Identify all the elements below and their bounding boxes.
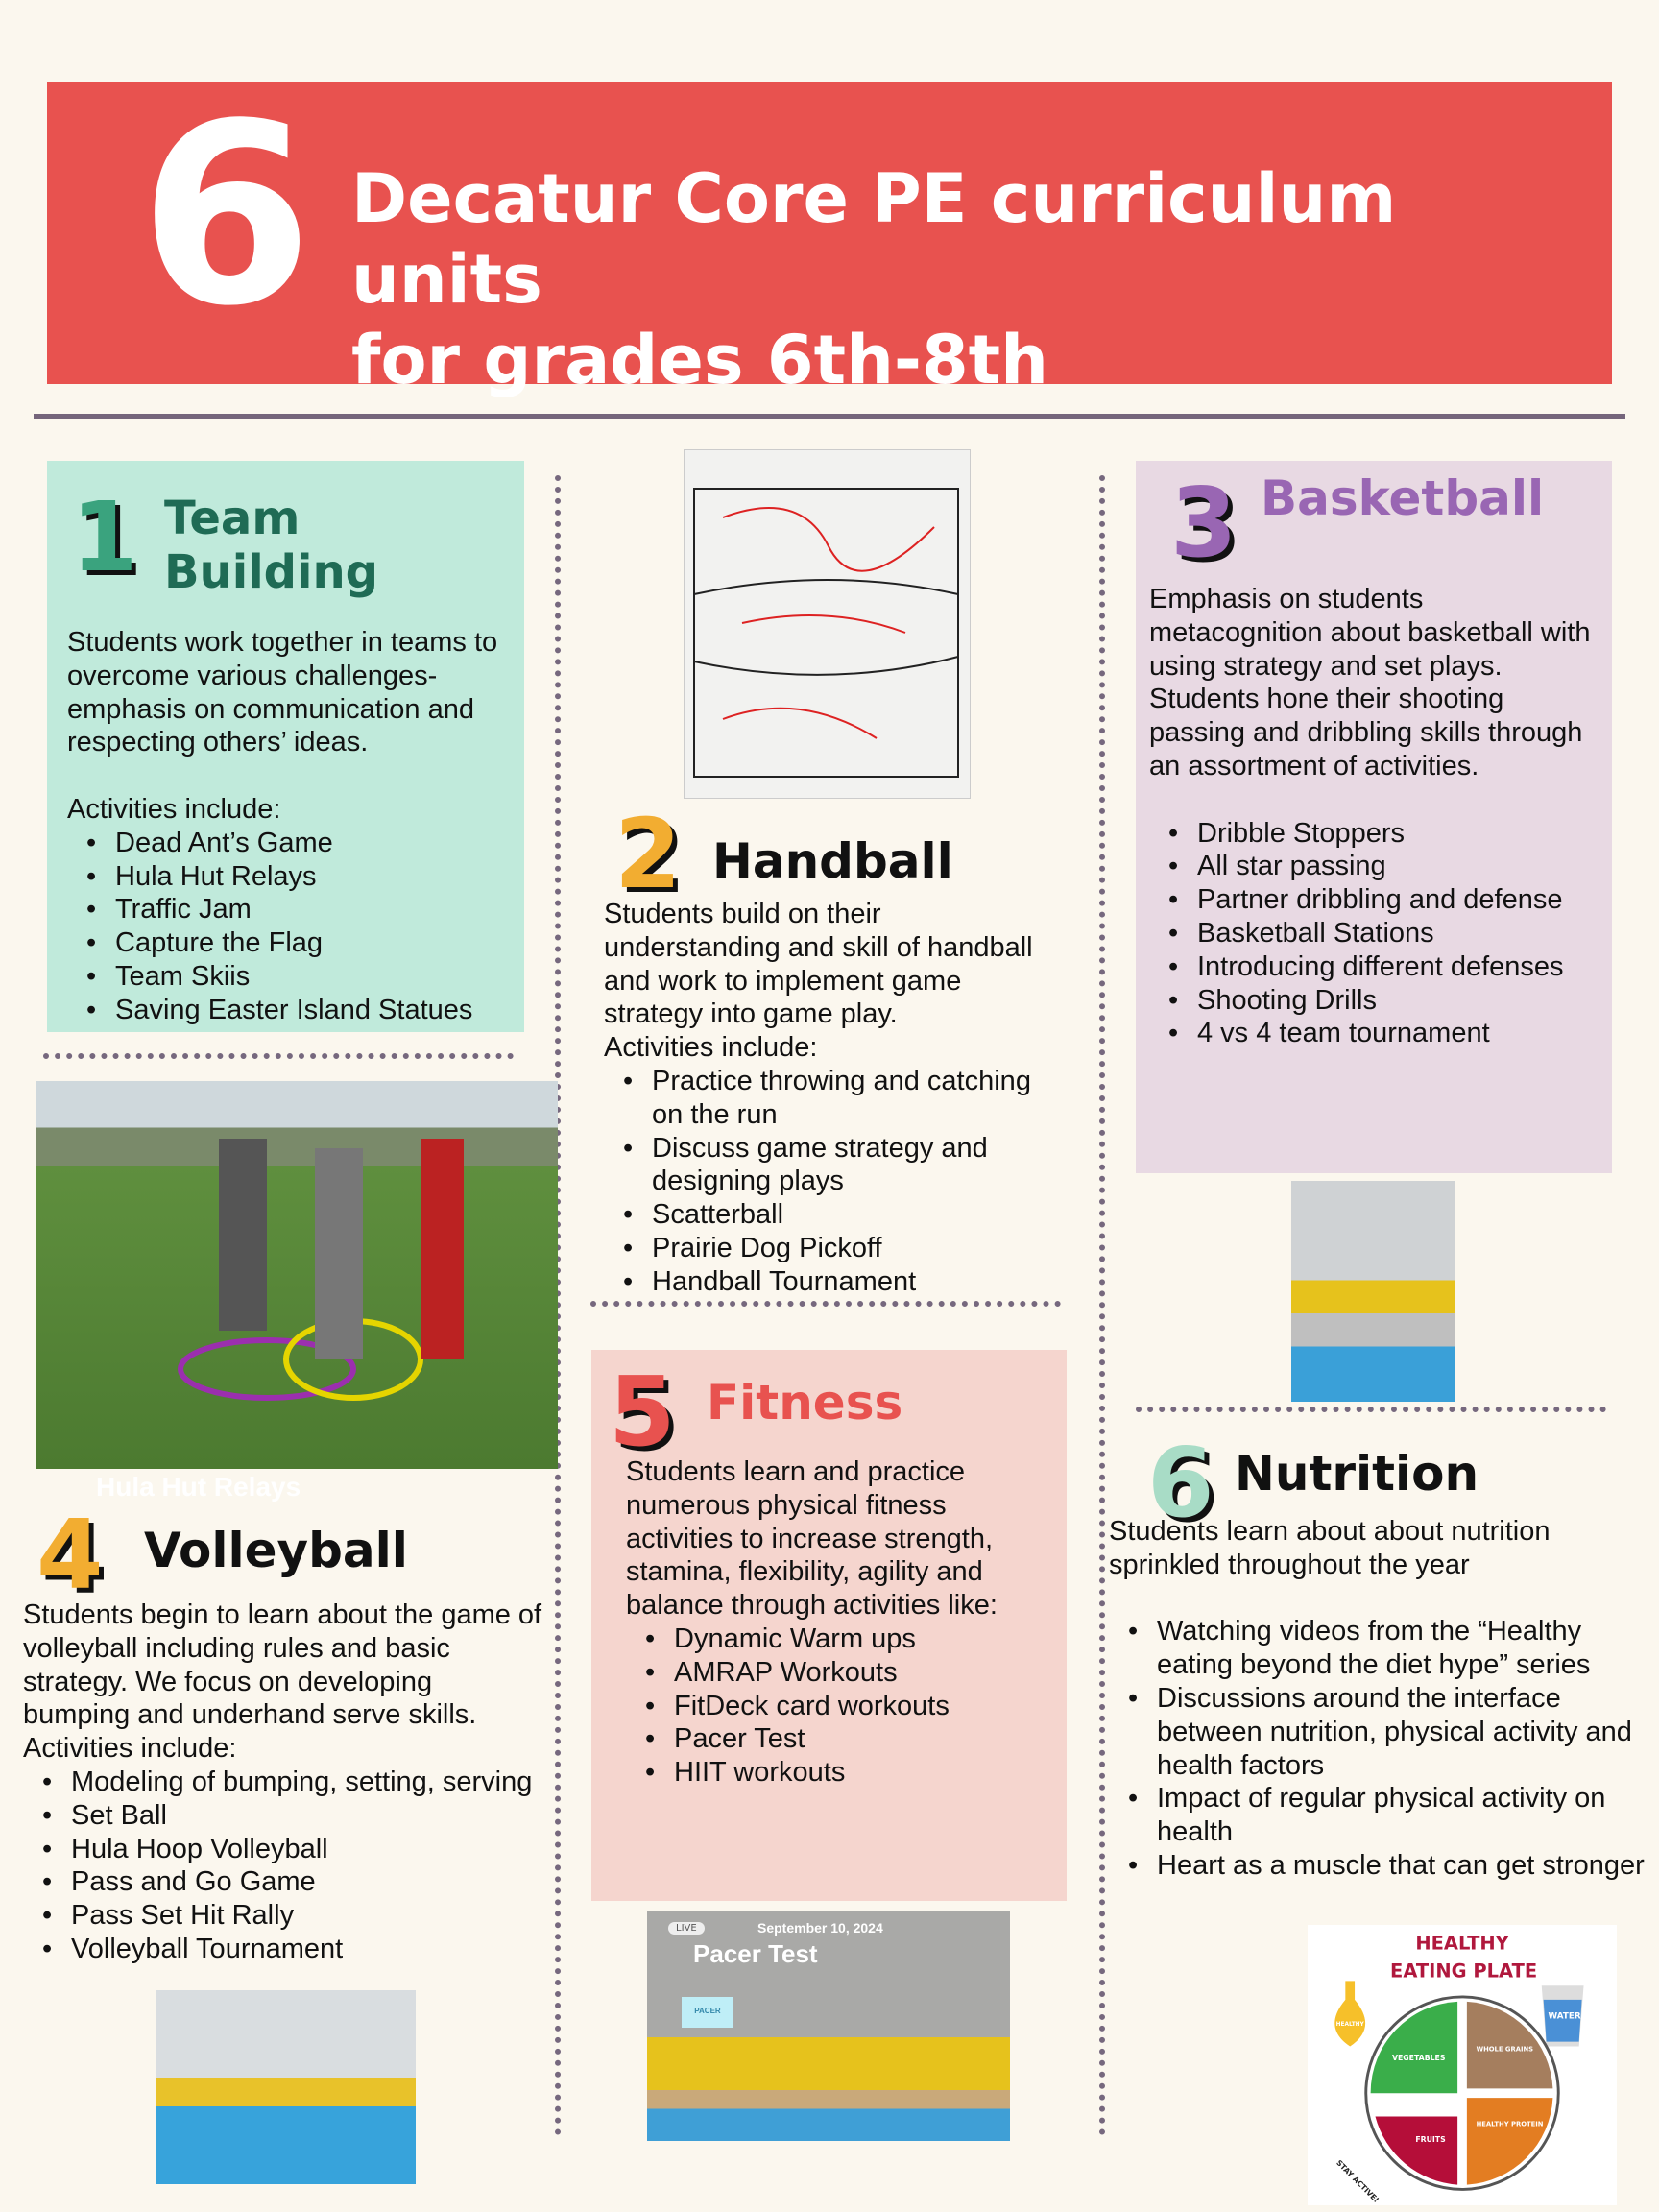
- unit-basketball: [1136, 461, 1612, 1173]
- title-line: Building: [164, 545, 379, 599]
- photo-title: Pacer Test: [693, 1939, 818, 1968]
- healthy-eating-plate: [1308, 1925, 1617, 2205]
- activities-label: Activities include:: [67, 793, 281, 825]
- unit-number: 4: [36, 1499, 104, 1611]
- basketball-photo: [1291, 1181, 1455, 1402]
- protein-label: HEALTHY PROTEIN: [1476, 2120, 1544, 2128]
- water-label: WATER: [1548, 2011, 1581, 2022]
- live-badge: LIVE: [668, 1922, 705, 1935]
- unit-title: Nutrition: [1235, 1446, 1479, 1502]
- unit-number: 6: [1147, 1427, 1214, 1539]
- unit-text: [1149, 583, 1600, 1050]
- unit-title: Handball: [712, 833, 953, 889]
- fruits-label: FRUITS: [1415, 2134, 1446, 2144]
- unit-team-building: [47, 461, 524, 1032]
- stay-active-label: STAY ACTIVE!: [1334, 2158, 1382, 2205]
- activities-list: [604, 1065, 1055, 1299]
- play-diagram: [685, 450, 971, 799]
- photo-caption: Hula Hut Relays: [96, 1472, 301, 1502]
- unit-text: [23, 1599, 546, 1966]
- unit-title: Fitness: [707, 1375, 903, 1431]
- list-item: • Pacer Test: [626, 1722, 1058, 1756]
- unit-text: [1109, 1515, 1651, 1883]
- page-title: [351, 158, 1580, 400]
- list-item: • Modeling of bumping, setting, serving: [23, 1766, 546, 1799]
- handball-strategy-drawing: [684, 449, 971, 799]
- list-item: • Hula Hoop Volleyball: [23, 1833, 546, 1866]
- list-item: • All star passing: [1149, 850, 1600, 883]
- list-item: • Set Ball: [23, 1799, 546, 1833]
- divider: [34, 414, 1625, 419]
- hula-hoops-illustration: [36, 1081, 558, 1469]
- unit-number: 1: [71, 481, 138, 593]
- unit-title: Volleyball: [144, 1523, 408, 1578]
- plate-graphic: [1308, 1925, 1617, 2205]
- list-item: • Shooting Drills: [1149, 984, 1600, 1018]
- list-item: • Pass Set Hit Rally: [23, 1899, 546, 1933]
- oils-label: HEALTHY OILS: [1335, 2022, 1381, 2029]
- list-item: • 4 vs 4 team tournament: [1149, 1017, 1600, 1050]
- hula-hoop-photo: [36, 1081, 558, 1469]
- unit-description: Students work together in teams to overcome various challenges- emphasis on communication and respecting others’ ideas.: [67, 627, 498, 758]
- unit-title: [164, 492, 378, 599]
- list-item: • Discussions around the interface between nutrition, physical activity and health factors: [1109, 1682, 1651, 1782]
- unit-text: [604, 898, 1055, 1299]
- list-item: • Discuss game strategy and designing plays: [604, 1132, 1055, 1199]
- list-item: • Scatterball: [604, 1198, 1055, 1232]
- list-item: • Impact of regular physical activity on health: [1109, 1782, 1651, 1849]
- unit-text: [67, 626, 518, 1027]
- list-item: • Prairie Dog Pickoff: [604, 1232, 1055, 1265]
- title-line-1: Decatur Core PE curriculum units: [351, 159, 1397, 319]
- list-item: • Dead Ant’s Game: [67, 827, 518, 860]
- unit-number: 3: [1170, 467, 1238, 579]
- list-item: • Basketball Stations: [1149, 917, 1600, 950]
- unit-number: 2: [614, 798, 682, 910]
- section-divider: [43, 1053, 514, 1059]
- header-number: 6: [139, 71, 313, 361]
- projector-screen: PACER: [682, 1997, 733, 2028]
- title-line-2: for grades 6th-8th: [351, 321, 1048, 399]
- vegetables-label: VEGETABLES: [1392, 2054, 1446, 2063]
- list-item: • Handball Tournament: [604, 1265, 1055, 1299]
- list-item: • AMRAP Workouts: [626, 1656, 1058, 1690]
- unit-description: Students learn about about nutrition sprinkled throughout the year: [1109, 1516, 1551, 1580]
- activities-list: [1109, 1615, 1651, 1882]
- activities-label: Activities include:: [604, 1032, 818, 1064]
- section-divider: [1136, 1407, 1606, 1412]
- unit-description: Students build on their understanding and skill of handball and work to implement game strategy into game play.: [604, 899, 1033, 1030]
- list-item: • Practice throwing and catching on the run: [604, 1065, 1055, 1132]
- list-item: • Saving Easter Island Statues: [67, 994, 518, 1027]
- column-divider: [1099, 475, 1105, 2136]
- activities-list: [626, 1623, 1058, 1790]
- title-line: Team: [164, 492, 301, 545]
- list-item: • Partner dribbling and defense: [1149, 883, 1600, 917]
- list-item: • Hula Hut Relays: [67, 860, 518, 894]
- list-item: • Volleyball Tournament: [23, 1933, 546, 1966]
- unit-number: 5: [609, 1356, 676, 1468]
- list-item: • Traffic Jam: [67, 893, 518, 926]
- activities-list: [23, 1766, 546, 1966]
- list-item: • Capture the Flag: [67, 926, 518, 960]
- activities-list: [67, 827, 518, 1027]
- list-item: • Dribble Stoppers: [1149, 817, 1600, 851]
- plate-title: HEALTHY: [1415, 1932, 1509, 1955]
- list-item: • HIIT workouts: [626, 1756, 1058, 1790]
- grains-label: WHOLE GRAINS: [1476, 2045, 1534, 2054]
- list-item: • Heart as a muscle that can get stronger: [1109, 1849, 1651, 1883]
- section-divider: [590, 1301, 1061, 1307]
- plate-title: EATING PLATE: [1390, 1960, 1538, 1983]
- pacer-test-photo: [647, 1911, 1010, 2141]
- list-item: • Watching videos from the “Healthy eating beyond the diet hype” series: [1109, 1615, 1651, 1682]
- list-item: • Introducing different defenses: [1149, 950, 1600, 984]
- activities-list: [1149, 817, 1600, 1051]
- unit-description: Emphasis on students metacognition about basketball with using strategy and set plays. Students hone their shooting passing and dribbling skills through an assortment of activities.: [1149, 584, 1591, 781]
- volleyball-photo: [156, 1990, 416, 2184]
- list-item: • Team Skiis: [67, 960, 518, 994]
- unit-description: Students begin to learn about the game of volleyball including rules and basic strategy. We focus on developing bumping and underhand serve skills. Activities include:: [23, 1599, 542, 1765]
- list-item: • Pass and Go Game: [23, 1865, 546, 1899]
- unit-title: Basketball: [1261, 470, 1545, 526]
- photo-date: September 10, 2024: [757, 1920, 883, 1936]
- unit-fitness: [591, 1350, 1067, 1901]
- oil-bottle-icon: [1334, 1981, 1365, 2046]
- list-item: • FitDeck card workouts: [626, 1690, 1058, 1723]
- unit-description: Students learn and practice numerous physical fitness activities to increase strength, stamina, flexibility, agility and balance through activities like:: [626, 1456, 998, 1622]
- unit-text: [626, 1455, 1058, 1790]
- list-item: • Dynamic Warm ups: [626, 1623, 1058, 1656]
